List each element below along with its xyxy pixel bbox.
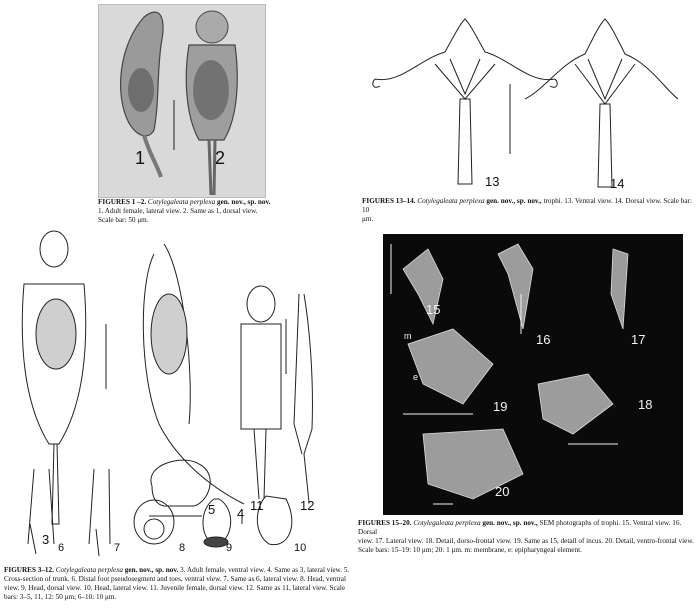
figure-label-14: 14: [610, 176, 625, 191]
caption-body: 1. Adult female, lateral view. 2. Same as 1, dorsal view.: [98, 207, 258, 215]
habitus-drawings: [4, 224, 344, 559]
figure-label-6: 6: [58, 542, 65, 554]
figure-label-9: 9: [226, 542, 233, 554]
caption-body-2: μm.: [362, 215, 374, 223]
figure-label-11: 11: [250, 498, 264, 513]
specimen-photos: [99, 5, 265, 197]
figure-label-7: 7: [114, 542, 121, 554]
taxon-status: gen. nov., sp. nov.,: [486, 197, 542, 205]
sem-letter-m: m: [404, 331, 412, 341]
figure-label-4: 4: [237, 506, 245, 521]
caption-figures-3-12: [4, 566, 354, 602]
figure-label-10: 10: [294, 542, 307, 554]
figure-label-16: 16: [536, 332, 551, 347]
caption-line-3: Scale bars: 15–19: 10 μm; 20: 1 μm. m: membrane, e: epipharyngeal element.: [358, 546, 582, 554]
sem-letter-e: e: [413, 372, 419, 382]
caption-line-2: Cross-section of trunk. 6. Distal foot pseudosegment and toes, ventral view. 7. Same as 6, lateral view. 8. Head, ventral: [4, 575, 346, 583]
trophi-drawings: [360, 4, 680, 194]
figure-label-3: 3: [42, 532, 50, 547]
caption-line-1: SEM photographs of trophi. 15. Ventral view. 16. Dorsal: [358, 519, 682, 536]
taxon-status: gen. nov., sp. nov.: [124, 566, 179, 574]
caption-figures-15-20: [358, 519, 698, 555]
figure-label-1: 1: [135, 148, 146, 168]
species-name: Cotylegaleata perplexa: [413, 519, 481, 527]
caption-scale: Scale bar: 50 μm.: [98, 216, 149, 224]
drawing-panel-figures-3-12: [4, 224, 344, 559]
sem-panel-figures-15-20: [383, 234, 683, 515]
figure-label-19: 19: [493, 399, 508, 414]
caption-body: trophi. 13. Ventral view. 14. Dorsal view. Scale bar: 10: [362, 197, 692, 214]
caption-line-4: bars: 3–5, 11, 12: 50 μm; 6–10: 10 μm.: [4, 593, 117, 601]
figure-label-13: 13: [485, 174, 500, 189]
caption-head: FIGURES 3–12.: [4, 566, 54, 574]
figure-label-17: 17: [631, 332, 646, 347]
sem-photos: [383, 234, 683, 515]
figure-label-15: 15: [426, 302, 441, 317]
taxon-status: gen. nov., sp. nov.: [216, 198, 271, 206]
photo-panel-figures-1-2: [98, 4, 266, 198]
caption-line-2: view. 17. Lateral view. 18. Detail, dorso-frontal view. 19. Same as 15, detail of incus. 20. Detail, ventro-frontal view.: [358, 537, 694, 545]
drawing-panel-figures-13-14: [360, 4, 680, 194]
caption-head: FIGURES 13–14.: [362, 197, 416, 205]
taxon-status: gen. nov., sp. nov.,: [482, 519, 538, 527]
figure-label-20: 20: [495, 484, 510, 499]
figure-label-18: 18: [638, 397, 653, 412]
caption-figures-13-14: [362, 197, 696, 224]
caption-line-1: 3. Adult female, ventral view. 4. Same as 3, lateral view. 5.: [180, 566, 350, 574]
figure-label-2: 2: [215, 148, 226, 168]
figure-label-12: 12: [300, 498, 315, 513]
species-name: Cotylegaleata perplexa: [417, 197, 485, 205]
caption-head: FIGURES 15–20.: [358, 519, 412, 527]
caption-figures-1-2: [98, 198, 288, 225]
species-name: Cotylegaleata perplexa: [55, 566, 123, 574]
figure-label-5: 5: [208, 502, 216, 517]
caption-line-3: view. 9. Head, dorsal view. 10. Head, lateral view. 11. Juvenile female, dorsal view. 12. Same as 11, lateral view. Scale: [4, 584, 346, 592]
figure-label-8: 8: [179, 542, 186, 554]
species-name: Cotylegaleata perplexa: [147, 198, 216, 206]
caption-head: FIGURES 1 –2.: [98, 198, 147, 206]
